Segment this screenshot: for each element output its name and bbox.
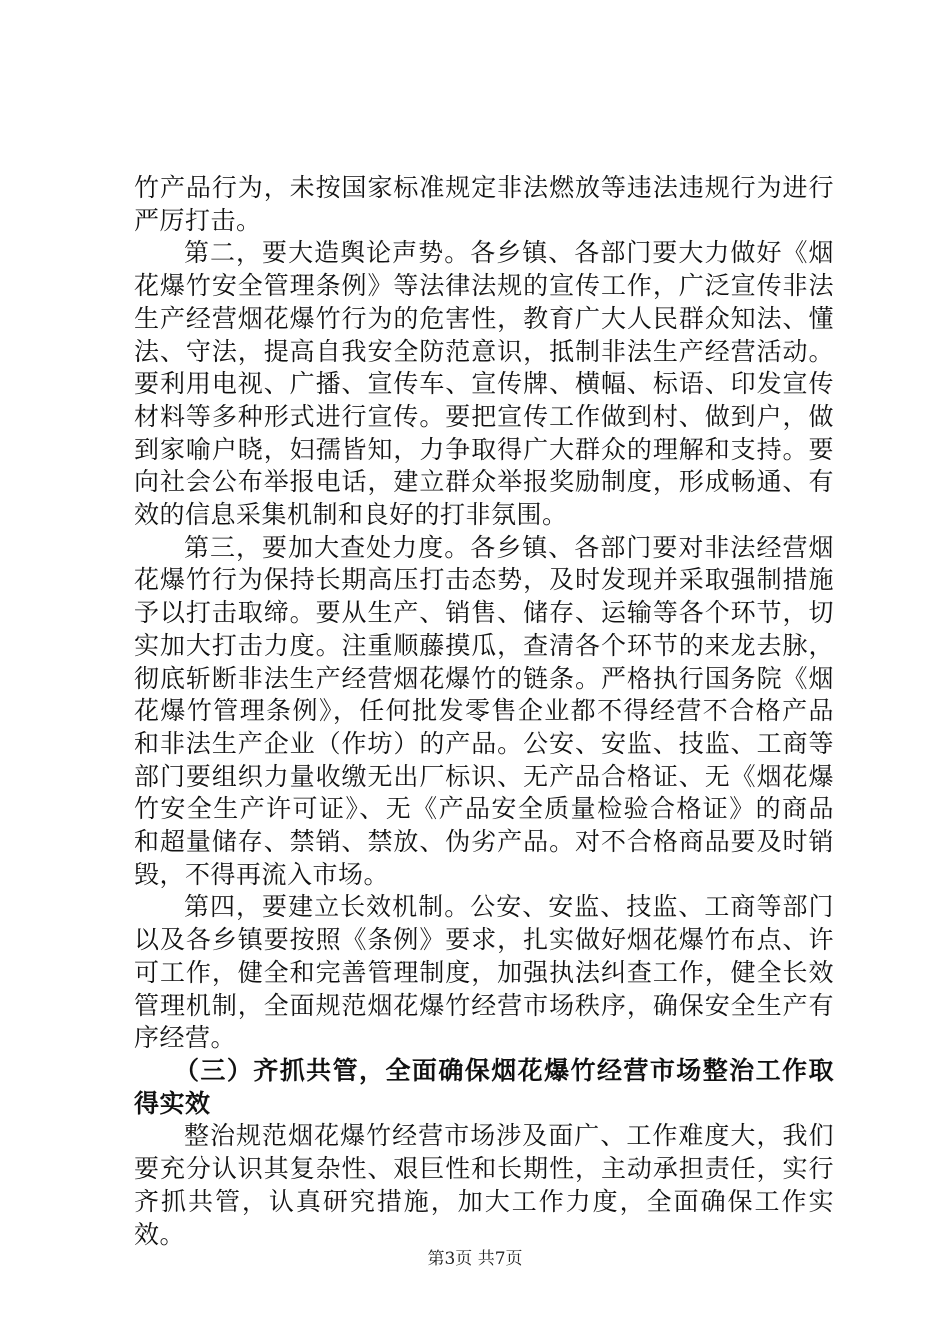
paragraph-continuation: 竹产品行为，未按国家标准规定非法燃放等违法违规行为进行严厉打击。	[134, 173, 834, 235]
paragraph-fourth-point: 第四，要建立长效机制。公安、安监、技监、工商等部门以及各乡镇要按照《条例》要求，扎实做好烟花爆竹布点、许可工作，健全和完善管理制度，加强执法纠查工作，健全长效管理机制，全面规范烟花爆竹经营市场秩序，确保安全生产有序经营。	[134, 892, 834, 1053]
paragraph-second-point: 第二，要大造舆论声势。各乡镇、各部门要大力做好《烟花爆竹安全管理条例》等法律法规的宣传工作，广泛宣传非法生产经营烟花爆竹行为的危害性，教育广大人民群众知法、懂法、守法，提高自我安全防范意识，抵制非法生产经营活动。要利用电视、广播、宣传车、宣传牌、横幅、标语、印发宣传材料等多种形式进行宣传。要把宣传工作做到村、做到户，做到家喻户晓，妇孺皆知，力争取得广大群众的理解和支持。要向社会公布举报电话，建立群众举报奖励制度，形成畅通、有效的信息采集机制和良好的打非氛围。	[134, 238, 834, 530]
page-number-footer: 第3页 共7页	[427, 1249, 523, 1269]
paragraph-closing: 整治规范烟花爆竹经营市场涉及面广、工作难度大，我们要充分认识其复杂性、艰巨性和长期性，主动承担责任，实行齐抓共管，认真研究措施，加大工作力度，全面确保工作实效。	[134, 1121, 834, 1249]
document-body	[134, 172, 834, 1251]
paragraph-third-point: 第三，要加大查处力度。各乡镇、各部门要对非法经营烟花爆竹行为保持长期高压打击态势，及时发现并采取强制措施予以打击取缔。要从生产、销售、储存、运输等各个环节，切实加大打击力度。注重顺藤摸瓜，查清各个环节的来龙去脉，彻底斩断非法生产经营烟花爆竹的链条。严格执行国务院《烟花爆竹管理条例》，任何批发零售企业都不得经营不合格产品和非法生产企业（作坊）的产品。公安、安监、技监、工商等部门要组织力量收缴无出厂标识、无产品合格证、无《烟花爆竹安全生产许可证》、无《产品安全质量检验合格证》的商品和超量储存、禁销、禁放、伪劣产品。对不合格商品要及时销毁，不得再流入市场。	[134, 532, 834, 889]
section-heading: （三）齐抓共管，全面确保烟花爆竹经营市场整治工作取得实效	[134, 1055, 834, 1118]
